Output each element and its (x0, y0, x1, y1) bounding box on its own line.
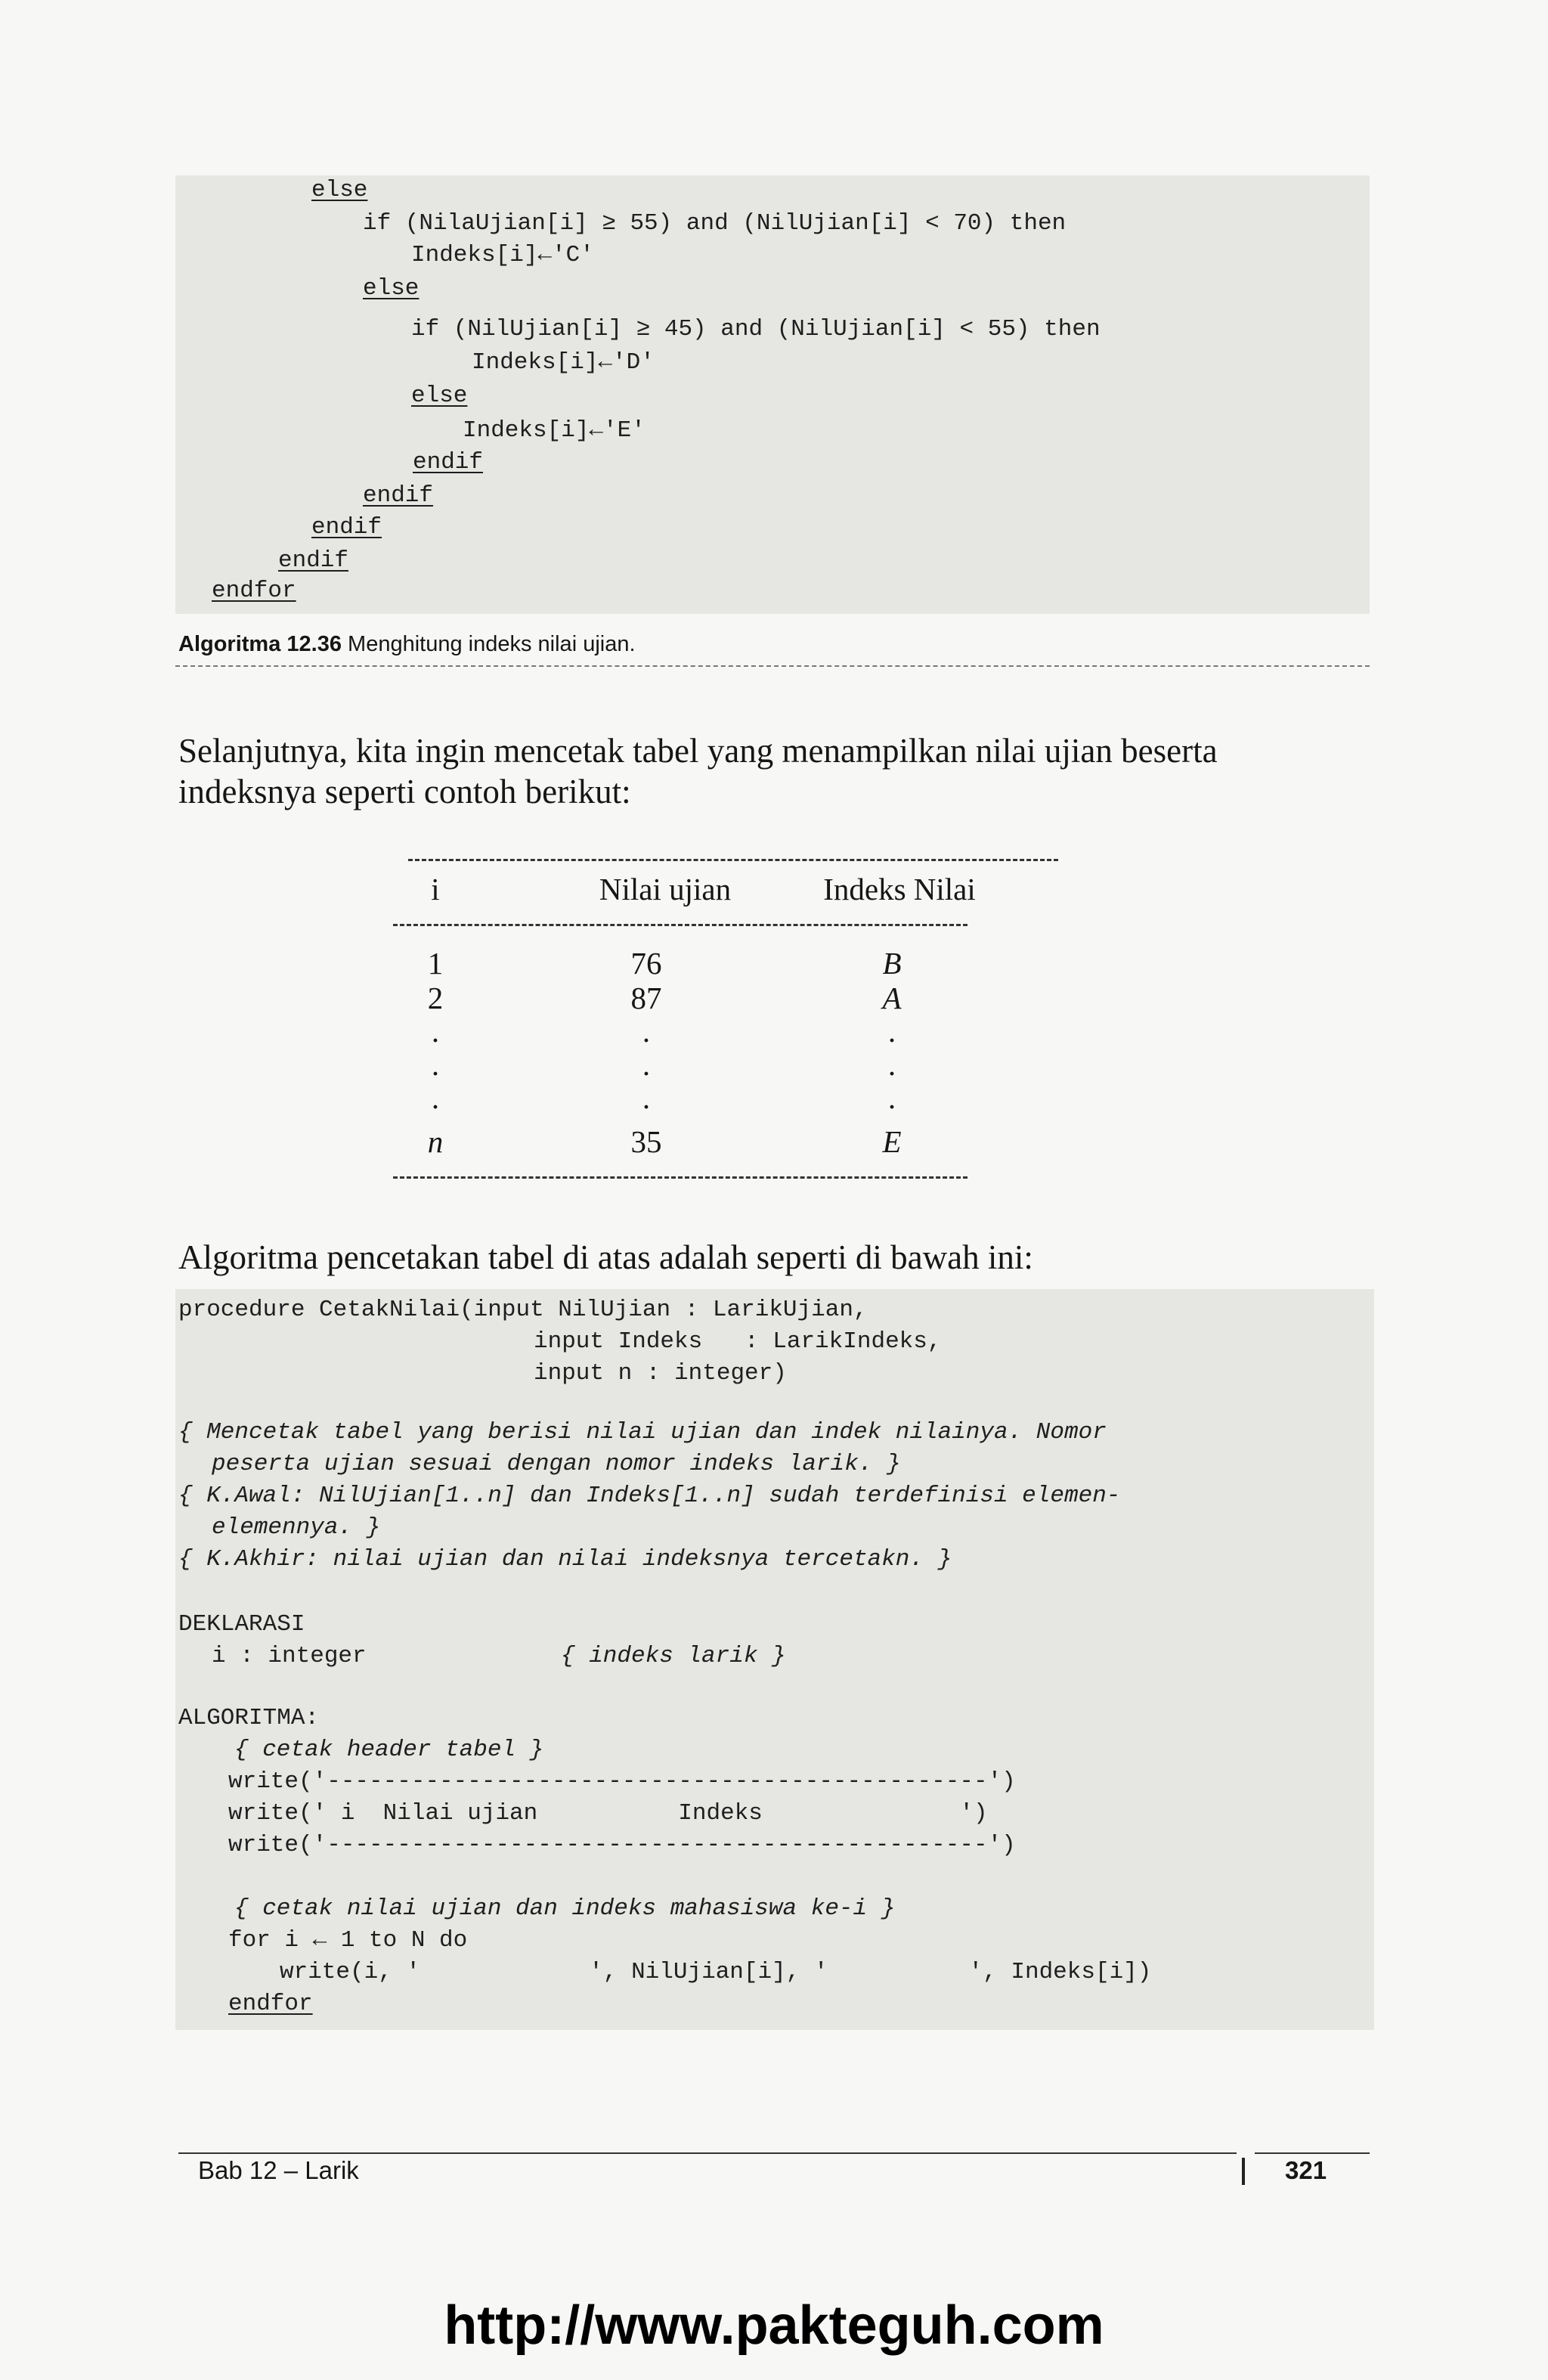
code-line: endif (363, 482, 434, 509)
paragraph-line: Algoritma pencetakan tabel di atas adalah seperti di bawah ini: (178, 1238, 1033, 1276)
table-rule (393, 1176, 968, 1179)
caption-label: Algoritma 12.36 (178, 632, 342, 656)
code-line: peserta ujian sesuai dengan nomor indeks larik. } (212, 1451, 901, 1477)
footer-separator (1242, 2158, 1245, 2185)
code-line: Indeks[i]←'E' (463, 417, 646, 444)
footer-divider (178, 2152, 1237, 2154)
code-line: endfor (228, 1991, 313, 2017)
table-cell: E (882, 1124, 902, 1159)
table-header: i (431, 872, 440, 906)
table-cell: . (642, 1014, 651, 1049)
website-url: http://www.pakteguh.com (444, 2295, 1104, 2356)
caption-divider (175, 665, 1370, 667)
table-rule (393, 924, 968, 926)
code-line: input Indeks : LarikIndeks, (534, 1328, 942, 1355)
table-cell: . (431, 1014, 440, 1049)
table-rule (408, 859, 1058, 861)
code-line: { K.Awal: NilUjian[1..n] dan Indeks[1..n] sudah terdefinisi elemen- (178, 1483, 1121, 1509)
table-cell: 35 (630, 1124, 662, 1159)
code-line: DEKLARASI (178, 1611, 305, 1638)
code-line: write('-----------------------------------------------') (228, 1832, 1016, 1858)
caption-text: Menghitung indeks nilai ujian. (348, 632, 636, 656)
code-line: endfor (212, 578, 296, 604)
code-line: endif (413, 449, 484, 476)
paragraph-line: indeksnya seperti contoh berikut: (178, 773, 631, 810)
code-line: { K.Akhir: nilai ujian dan nilai indeksnya tercetakn. } (178, 1546, 952, 1573)
code-line: { Mencetak tabel yang berisi nilai ujian dan indek nilainya. Nomor (178, 1419, 1107, 1446)
table-header: Indeks Nilai (823, 872, 976, 906)
code-line: endif (311, 514, 382, 541)
code-line: write('-----------------------------------------------') (228, 1768, 1016, 1795)
code-block-top (175, 175, 1370, 614)
code-line: else (411, 383, 468, 409)
code-line: procedure CetakNilai(input NilUjian : LarikUjian, (178, 1297, 868, 1323)
table-cell: . (642, 1047, 651, 1082)
page-number: 321 (1285, 2156, 1327, 2184)
algorithm-caption (178, 632, 636, 657)
code-line: ALGORITMA: (178, 1705, 320, 1731)
code-line: { cetak header tabel } (234, 1737, 544, 1763)
table-cell: n (427, 1124, 444, 1159)
table-cell: 2 (427, 981, 444, 1015)
code-line: { cetak nilai ujian dan indeks mahasiswa ke-i } (234, 1895, 896, 1922)
code-line: Indeks[i]←'C' (411, 242, 594, 268)
code-line: write(i, ' ', NilUjian[i], ' ', Indeks[i]) (280, 1959, 1152, 1985)
code-line: { indeks larik } (561, 1643, 786, 1669)
code-line: for i ← 1 to N do (228, 1927, 468, 1954)
code-line: elemennya. } (212, 1514, 381, 1541)
code-block-bottom (175, 1289, 1374, 2030)
code-line: else (363, 275, 420, 302)
table-cell: 87 (630, 981, 662, 1015)
table-cell: B (882, 946, 902, 981)
code-line: else (311, 177, 368, 203)
table-cell: . (887, 1047, 896, 1082)
table-cell: 76 (630, 946, 662, 981)
paragraph-line: Selanjutnya, kita ingin mencetak tabel yang menampilkan nilai ujian beserta (178, 732, 1218, 770)
code-line: Indeks[i]←'D' (472, 349, 655, 376)
table-cell: . (642, 1080, 651, 1115)
code-line: input n : integer) (534, 1360, 787, 1387)
table-header: Nilai ujian (599, 872, 732, 906)
table-cell: A (882, 981, 902, 1015)
code-line: endif (278, 547, 349, 574)
code-line: write(' i Nilai ujian Indeks ') (228, 1800, 988, 1827)
footer-divider (1255, 2152, 1370, 2154)
table-cell: . (887, 1080, 896, 1115)
table-cell: 1 (427, 946, 444, 981)
code-line: if (NilaUjian[i] ≥ 55) and (NilUjian[i] < 70) then (363, 210, 1067, 237)
table-cell: . (887, 1014, 896, 1049)
chapter-title: Bab 12 – Larik (198, 2156, 359, 2184)
code-line: i : integer (212, 1643, 367, 1669)
table-cell: . (431, 1047, 440, 1082)
table-cell: . (431, 1080, 440, 1115)
code-line: if (NilUjian[i] ≥ 45) and (NilUjian[i] < 55) then (411, 316, 1101, 342)
